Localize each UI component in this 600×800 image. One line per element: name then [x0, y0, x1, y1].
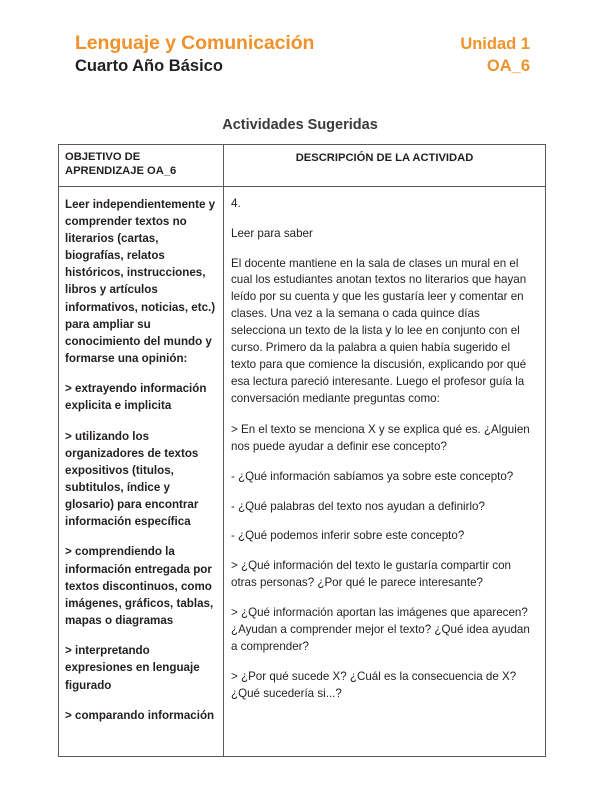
activity-question-item: > En el texto se menciona X y se explica qué es. ¿Alguien nos puede ayudar a definir ese concepto? — [231, 422, 530, 453]
table-header-row — [59, 145, 546, 187]
objective-intro-text: Leer independientemente y comprender textos no literarios (cartas, biografías, relatos históricos, instrucciones, libros y artículos informativos, noticias, etc.) para ampliar su conocimiento del mundo y formarse una opinión: — [65, 197, 216, 366]
objective-bullet-item: > comprendiendo la información entregada por textos discontinuos, como imágenes, gráficos, tablas, mapas o diagramas — [65, 545, 214, 628]
table-row — [59, 186, 546, 756]
activity-number: 4. — [231, 196, 241, 210]
activity-name: Leer para saber — [231, 226, 313, 240]
header-row-secondary — [75, 57, 530, 76]
activity-question-item: - ¿Qué información sabíamos ya sobre este concepto? — [231, 469, 514, 483]
page-title: Actividades Sugeridas — [222, 117, 378, 133]
table-cell-description — [224, 186, 546, 756]
activity-question-item: - ¿Qué palabras del texto nos ayudan a definirlo? — [231, 499, 485, 513]
activity-description-text: El docente mantiene en la sala de clases un mural en el cual los estudiantes anotan textos no literarios que hayan leído por su cuenta y que les gustaría leer y comentar en clases. Una vez a la semana o cada quince días selecciona un texto de la lista y lo lee en conjunto con el curso. Primero da la palabra a quien había sugerido el texto para que comience la discusión, explicando por qué esa lectura pareció interesante. Luego el profesor guía la conversación mediante preguntas como: — [231, 256, 527, 405]
activity-question-item: > ¿Qué información aportan las imágenes que aparecen? ¿Ayudan a comprender mejor el texto? ¿Qué idea ayudan a comprender? — [231, 606, 530, 654]
objective-bullet-item: > comparando información — [65, 708, 215, 722]
table-header-cell-objective — [59, 145, 224, 187]
document-header — [75, 32, 530, 76]
objective-bullet-item: > extrayendo información explicita e implicita — [65, 382, 207, 413]
table-cell-objective — [59, 186, 224, 756]
table-header-cell-description — [224, 145, 546, 187]
objective-content — [59, 187, 223, 756]
column-header-description: DESCRIPCIÓN DE LA ACTIVIDAD — [295, 152, 474, 164]
header-row-primary — [75, 32, 530, 55]
activity-question-item: > ¿Por qué sucede X? ¿Cuál es la consecuencia de X? ¿Qué sucedería si...? — [231, 670, 517, 700]
activity-question-item: > ¿Qué información del texto le gustaría compartir con otras personas? ¿Por qué le parece interesante? — [231, 559, 511, 590]
unit-label: Unidad 1 — [460, 35, 530, 53]
objective-bullet-item: > interpretando expresiones en lenguaje figurado — [65, 644, 200, 692]
subject-title: Lenguaje y Comunicación — [75, 32, 315, 54]
oa-code-label: OA_6 — [486, 57, 530, 75]
activity-table — [58, 144, 546, 757]
activity-question-item: - ¿Qué podemos inferir sobre este concepto? — [231, 529, 465, 543]
grade-title: Cuarto Año Básico — [75, 57, 223, 75]
activity-content — [224, 187, 545, 713]
column-header-objective: OBJETIVO DE APRENDIZAJE OA_6 — [65, 151, 177, 178]
objective-bullet-item: > utilizando los organizadores de textos expositivos (titulos, subtitulos, índice y glosario) para encontrar información específica — [65, 429, 199, 529]
